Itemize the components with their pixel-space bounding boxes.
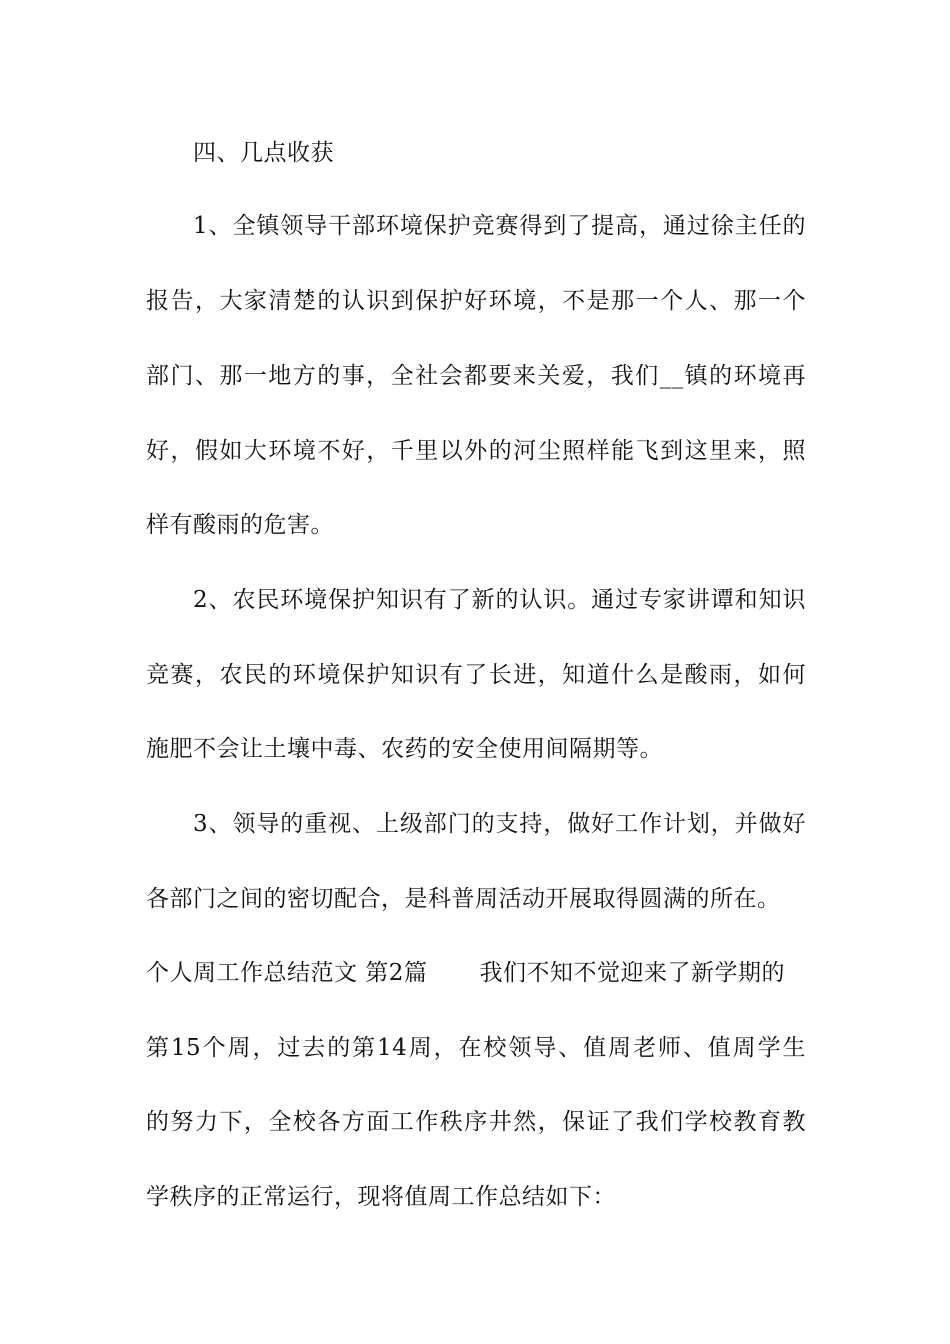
item1-line1: 1、全镇领导干部环境保护竞赛得到了提高，通过徐主任的 <box>193 213 806 239</box>
item2-line3: 施肥不会让土壤中毒、农药的安全使用间隔期等。 <box>146 736 663 762</box>
section-heading: 四、几点收获 <box>193 140 334 166</box>
item2-line2: 竞赛，农民的环境保护知识有了长进，知道什么是酸雨，如何 <box>146 662 806 688</box>
item3-line1: 3、领导的重视、上级部门的支持，做好工作计划，并做好 <box>193 811 806 837</box>
article2-line4: 学秩序的正常运行，现将值周工作总结如下： <box>146 1184 616 1210</box>
item3-line2: 各部门之间的密切配合，是科普周活动开展取得圆满的所在。 <box>146 886 781 912</box>
item1-line3: 部门、那一地方的事，全社会都要来关爱，我们__镇的环境再 <box>146 363 806 389</box>
item1-line4: 好，假如大环境不好，千里以外的河尘照样能飞到这里来，照 <box>146 438 806 464</box>
article2-line3: 的努力下，全校各方面工作秩序井然，保证了我们学校教育教 <box>146 1109 806 1135</box>
item2-line1: 2、农民环境保护知识有了新的认识。通过专家讲谭和知识 <box>193 587 806 613</box>
item1-line2: 报告，大家清楚的认识到保护好环境，不是那一个人、那一个 <box>146 288 806 314</box>
article2-title: 个人周工作总结范文 第2篇 <box>146 960 428 986</box>
item1-line5: 样有酸雨的危害。 <box>146 512 334 538</box>
article2-line1-rest: 我们不知不觉迎来了新学期的 <box>479 960 785 986</box>
article2-first-line <box>146 958 806 988</box>
article2-line2: 第15个周，过去的第14周，在校领导、值周老师、值周学生 <box>146 1035 806 1061</box>
